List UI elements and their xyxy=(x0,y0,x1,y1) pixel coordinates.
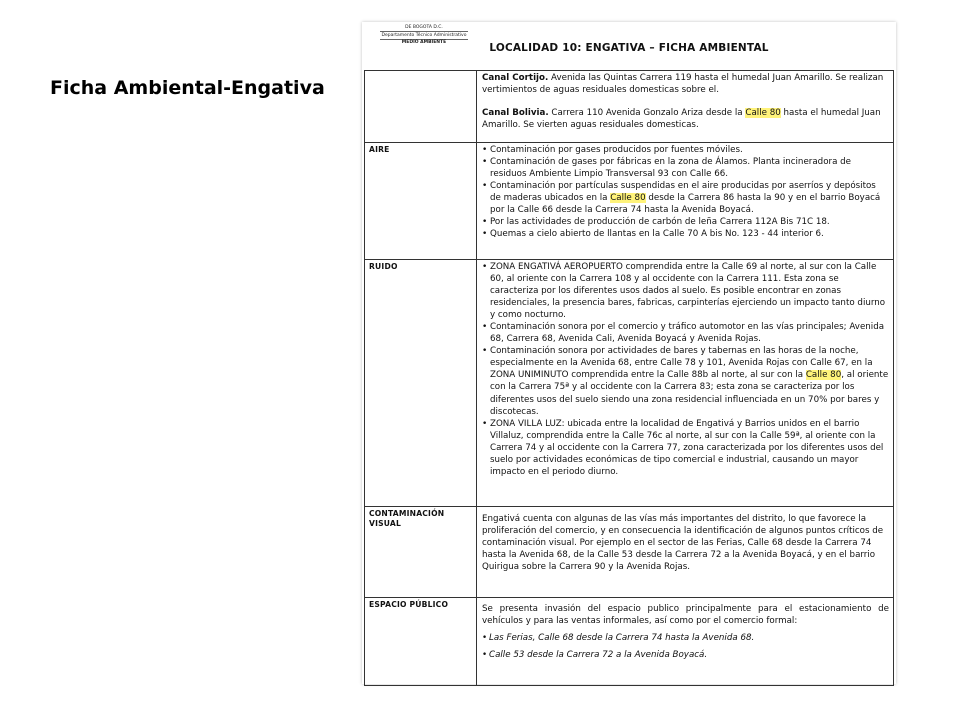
table-row xyxy=(365,143,894,260)
list-item xyxy=(482,180,889,216)
slide-title: Ficha Ambiental-Engativa xyxy=(50,77,325,99)
aire-cell xyxy=(477,143,894,260)
list-item: • Contaminación por gases producidos por fuentes móviles. xyxy=(482,144,889,156)
canal-text: Avenida las Quintas Carrera 119 hasta el humedal Juan Amarillo. Se realizan vertimientos de aguas residuales domesticas sobre el. xyxy=(482,73,884,96)
org-line-2: Departamento Técnico Administrativo xyxy=(381,32,467,38)
empty-label-cell xyxy=(365,71,477,143)
list-item: • Quemas a cielo abierto de llantas en la Calle 70 A bis No. 123 - 44 interior 6. xyxy=(482,228,889,240)
row-label-espacio: ESPACIO PÚBLICO xyxy=(365,598,477,686)
list-item: • Contaminación sonora por el comercio y tráfico automotor en las vías principales; Avenida 68, Carrera 68, Avenida Cali, Avenida Boyacá y Avenida Rojas. xyxy=(482,321,889,345)
table-row xyxy=(365,260,894,507)
list-item: • Las Ferias, Calle 68 desde la Carrera 74 hasta la Avenida 68. xyxy=(482,632,889,644)
canal-name: Canal Bolivia. xyxy=(482,108,549,119)
row-label-aire: AIRE xyxy=(365,143,477,260)
list-item-text: Contaminación sonora por actividades de bares y tabernas en las horas de la noche, especialmente en la Avenida 68, entre Calle 78 y 101, Avenida Rojas con Calle 67, en la ZONA UNIMINUTO comprendida entre la Calle 88b al norte, al sur con la xyxy=(490,346,873,381)
list-item: • ZONA VILLA LUZ: ubicada entre la localidad de Engativá y Barrios unidos en el barrio Villaluz, comprendida entre la Calle 76c al norte, al sur con la Calle 59ª, al oriente con la Carrera 74 y al occidente con la Carrera 77, zona caracterizada por los diferentes usos del suelo por actividades económicas de tipo comercial e industrial, causando un mayor impacto en el periodo diurno. xyxy=(482,418,889,478)
highlighted-street: Calle 80 xyxy=(805,370,842,381)
ruido-list xyxy=(482,261,889,478)
table-row xyxy=(365,71,894,143)
canal-cortijo-paragraph xyxy=(482,72,889,96)
canals-cell xyxy=(477,71,894,143)
list-item: • ZONA ENGATIVÁ AEROPUERTO comprendida entre la Calle 69 al norte, al sur con la Calle 60, al oriente con la Carrera 108 y al occidente con la Carrera 111. Esta zona se caracteriza por los diferentes usos dados al suelo. Es posible encontrar en zonas residenciales, la presencia bares, fabricas, carpinterías ejerciendo un impacto tanto diurno y como nocturno. xyxy=(482,261,889,321)
visual-text: Engativá cuenta con algunas de las vías más importantes del distrito, lo que favorece la proliferación del comercio, y en consecuencia la identificación de algunos puntos críticos de contaminación visual. Por ejemplo en el sector de las Ferias, Calle 68 desde la Carrera 74 hasta la Avenida 68, de la Calle 53 desde la Carrera 72 a la Avenida Boyacá, y en el barrio Quirigua sobre la Carrera 90 y la Avenida Rojas. xyxy=(482,514,884,573)
canal-bolivia-paragraph xyxy=(482,107,889,131)
table-row xyxy=(365,598,894,686)
list-item: • Contaminación de gases por fábricas en la zona de Álamos. Planta incineradora de residuos Ambiente Limpio Transversal 93 con Calle 66. xyxy=(482,156,889,180)
espacio-cell xyxy=(477,598,894,686)
environmental-sheet-document xyxy=(362,22,896,684)
list-item-text: Contaminación por partículas suspendidas en el aire producidas por aserríos y depósitos de maderas ubicados en la xyxy=(490,181,876,204)
org-line-1: DE BOGOTA D.C. xyxy=(405,25,443,30)
document-title: LOCALIDAD 10: ENGATIVA – FICHA AMBIENTAL xyxy=(489,42,769,54)
row-label-visual: CONTAMINACIÓN VISUAL xyxy=(365,507,477,598)
visual-cell xyxy=(477,507,894,598)
ruido-cell xyxy=(477,260,894,507)
aire-list xyxy=(482,144,889,240)
canal-text: hasta el humedal Juan Amarillo. Se vierten aguas residuales domesticas. xyxy=(482,108,881,131)
row-label-ruido: RUIDO xyxy=(365,260,477,507)
list-item: • Por las actividades de producción de carbón de leña Carrera 112A Bis 71C 18. xyxy=(482,216,889,228)
highlighted-street: Calle 80 xyxy=(745,108,781,119)
document-header xyxy=(362,22,896,72)
list-item: • Calle 53 desde la Carrera 72 a la Avenida Boyacá. xyxy=(482,649,889,661)
canal-text: Carrera 110 Avenida Gonzalo Ariza desde la xyxy=(548,108,746,119)
list-item-text: , al oriente con la Carrera 75ª y al occidente con la Carrera 83; esta zona se caracteriza por los diferentes usos del suelo siendo una zona residencial influenciada en un 70% por bares y discotecas. xyxy=(490,370,889,417)
org-line-3: MEDIO AMBIENTE xyxy=(401,40,447,45)
canal-name: Canal Cortijo. xyxy=(482,73,549,83)
environmental-table xyxy=(364,70,894,686)
table-row xyxy=(365,507,894,598)
espacio-text: Se presenta invasión del espacio publico principalmente para el estacionamiento de vehículos y para las ventas informales, así como por el comercio formal: xyxy=(482,604,889,627)
list-item-text: desde la Carrera 86 hasta la 90 y en el barrio Boyacá por la Calle 66 desde la Carrera 74 hasta la Avenida Boyacá. xyxy=(490,193,881,216)
list-item xyxy=(482,345,889,417)
spacer xyxy=(482,96,889,107)
highlighted-street: Calle 80 xyxy=(610,193,646,204)
